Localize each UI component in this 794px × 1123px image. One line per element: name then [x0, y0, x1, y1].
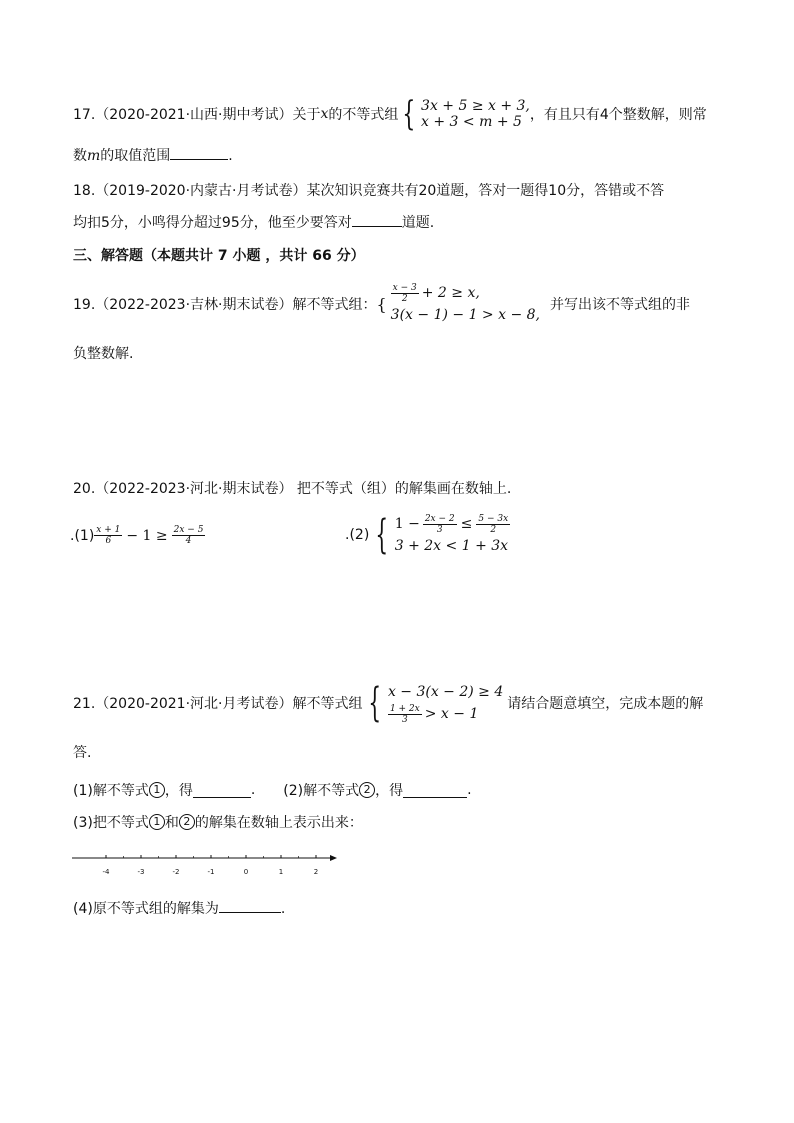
q19-suffix: 并写出该不等式组的非 [550, 297, 690, 313]
number-line-tick-label: 2 [313, 868, 319, 876]
q21-line1 [73, 680, 703, 726]
q21-step1-blank[interactable] [193, 783, 251, 798]
q19-frac-den: 2 [401, 293, 408, 304]
circled-one-icon: 1 [149, 814, 165, 830]
q21-step4 [73, 898, 285, 918]
q20-p2-system [395, 513, 510, 557]
q21-step2-b: ，得 [375, 783, 404, 799]
q17-ineq2: x + 3 < m + 5 [421, 114, 522, 130]
q21-step3 [73, 812, 363, 832]
q20-part1 [70, 525, 205, 546]
q20-p1-den2: 4 [185, 536, 192, 546]
q17-text-b: 的不等式组 [328, 107, 399, 123]
q17-brace: { [402, 94, 416, 134]
q17-period: . [228, 148, 233, 164]
number-line [72, 848, 342, 880]
q19-line2: 负整数解. [73, 346, 134, 362]
q21-step1-b: ，得 [164, 783, 193, 799]
q19-fraction [391, 283, 419, 304]
q20-p2-frac1 [423, 514, 457, 535]
q21-step1-end: . [250, 782, 256, 798]
q21-suffix: 请结合题意填空，完成本题的解 [507, 696, 704, 712]
q20-part2 [345, 512, 510, 558]
q21-ineq1: x − 3(x − 2) ≥ 4 [387, 684, 504, 700]
q21-step3-c: 的解集在数轴上表示出来： [194, 815, 363, 831]
q21-step4-end: . [280, 901, 286, 917]
q21-brace: { [368, 680, 382, 726]
q21-step1-a: (1)解不等式 [73, 783, 149, 799]
q21-line2: 答. [73, 745, 92, 761]
q20-p2-a: 1 − [394, 516, 420, 532]
q17-text-c: ，有且只有4个整数解，则常 [529, 107, 707, 123]
q21-step4-text: (4)原不等式组的解集为 [73, 901, 219, 917]
q19-frac-num: x − 3 [392, 282, 417, 293]
q21-step3-a: (3)把不等式 [73, 815, 149, 831]
q21-fraction [388, 704, 422, 725]
q20-p1-label: .(1) [70, 527, 95, 544]
q19-ineq1-rest: + 2 ≥ x, [421, 285, 480, 301]
q20-p1-num2: 2x − 5 [173, 525, 204, 535]
q21-step2-blank[interactable] [403, 783, 467, 798]
q20-p1-mid: − 1 ≥ [126, 527, 168, 544]
q21-step1-2 [73, 780, 472, 800]
q20-p2-rel: ≤ [460, 516, 473, 532]
q17-text-e: 的取值范围 [100, 148, 171, 164]
q20-p2-den2: 2 [490, 524, 497, 535]
q20-p2-label: .(2) [345, 527, 370, 543]
q19-line1 [73, 280, 690, 328]
q20-p2-den1: 3 [436, 524, 443, 535]
number-line-tick-label: 1 [278, 868, 284, 876]
q18-answer-blank[interactable] [352, 212, 402, 227]
q21-ineq2 [388, 703, 503, 725]
q21-step2-end: . [467, 782, 472, 798]
q19-system [391, 282, 540, 326]
q21-step2-a: (2)解不等式 [283, 783, 360, 799]
q19-prefix: 19.（2022-2023·吉林·期末试卷）解不等式组： [73, 297, 377, 313]
arrow-right-icon [330, 855, 337, 861]
q20-p1-num1: x + 1 [96, 525, 121, 535]
q21-frac-num: 1 + 2x [389, 703, 420, 714]
q21-frac-den: 3 [401, 714, 408, 725]
q20-p2-brace: { [375, 512, 389, 558]
number-line-tick-label: -1 [207, 868, 215, 876]
circled-two-icon: 2 [179, 814, 195, 830]
q17-text-d: 数 [73, 148, 87, 164]
q21-ineq2-rest: > x − 1 [424, 706, 479, 722]
q17-system [421, 98, 530, 130]
q17-ineq1: 3x + 5 ≥ x + 3, [421, 98, 530, 114]
number-line-tick-label: -4 [102, 868, 110, 876]
q20-p1-frac1 [94, 525, 122, 546]
q17-line2 [73, 145, 233, 165]
q17-line1 [73, 96, 707, 132]
q20-line1: 20.（2022-2023·河北·期末试卷） 把不等式（组）的解集画在数轴上. [73, 481, 512, 497]
number-line-tick-label: 0 [243, 868, 249, 876]
q18-text-a: 均扣5分，小鸣得分超过95分，他至少要答对 [73, 215, 352, 231]
q21-step3-b: 和 [164, 815, 179, 831]
q20-p2-ineq2: 3 + 2x < 1 + 3x [394, 538, 509, 554]
q21-prefix: 21.（2020-2021·河北·月考试卷）解不等式组 [73, 696, 363, 712]
q20-p2-num1: 2x − 2 [424, 513, 455, 524]
number-line-tick-label: -3 [137, 868, 145, 876]
number-line-tick-label: -2 [172, 868, 180, 876]
q20-p1-den1: 6 [105, 536, 112, 546]
q17-var-x: x [320, 106, 329, 122]
q19-ineq1 [391, 282, 540, 304]
q19-ineq2: 3(x − 1) − 1 > x − 8, [390, 307, 540, 323]
q17-var-m: m [87, 148, 101, 164]
circled-one-icon: 1 [149, 782, 165, 798]
q17-answer-blank[interactable] [170, 145, 228, 160]
q18-text-b: 道题. [401, 215, 435, 231]
q17-text-a: 17.（2020-2021·山西·期中考试）关于 [73, 107, 321, 123]
q20-p1-frac2 [172, 525, 206, 546]
q20-p2-num2: 5 − 3x [478, 513, 509, 524]
q18-line1: 18.（2019-2020·内蒙古·月考试卷）某次知识竞赛共有20道题，答对一题得10分，答错或不答 [73, 183, 665, 199]
q21-system [388, 681, 503, 725]
circled-two-icon: 2 [359, 782, 375, 798]
q20-p2-frac2 [476, 514, 510, 535]
section-header: 三、解答题（本题共计 7 小题 ，共计 66 分） [73, 248, 365, 264]
q20-p2-ineq1 [395, 513, 510, 535]
q19-brace: { [376, 294, 387, 314]
q18-line2 [73, 212, 434, 232]
q21-step4-blank[interactable] [219, 898, 281, 913]
